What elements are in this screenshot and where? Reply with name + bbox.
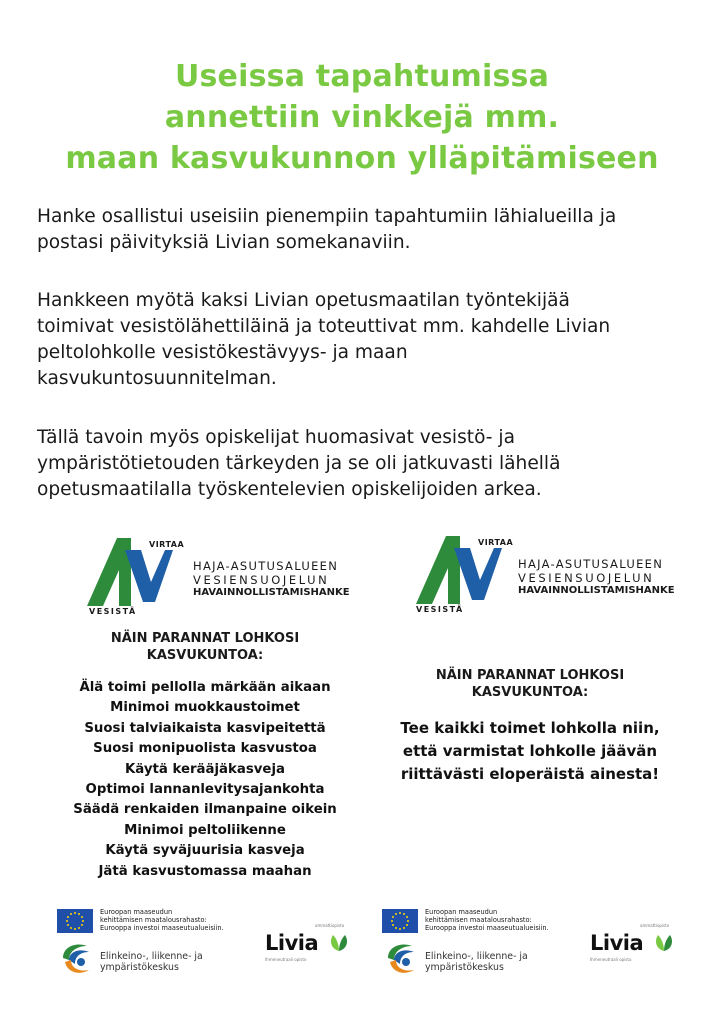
- livia-tagline: Ihmeneutraali opisto: [265, 957, 307, 962]
- list-item: Optimoi lannanlevitysajankohta: [85, 782, 325, 798]
- eu-fund-line: kehittämisen maatalousrahasto:: [100, 916, 207, 925]
- logo-vesista-label: VESISTÄ: [416, 605, 464, 614]
- logo-line-2: VESIENSUOJELUN: [193, 573, 330, 587]
- list-item: Jätä kasvustomassa maahan: [98, 863, 312, 879]
- howto-heading-line: NÄIN PARANNAT LOHKOSI: [110, 631, 300, 646]
- eu-fund-line: Eurooppa investoi maaseutualueisiin.: [100, 924, 224, 933]
- list-item: Käytä kerääjäkasveja: [125, 761, 285, 777]
- eu-fund-text: [100, 908, 224, 933]
- main-tip-line: että varmistat lohkolle jäävän: [402, 742, 658, 760]
- eu-fund-text: [425, 908, 549, 933]
- title-line: Useissa tapahtumissa: [174, 59, 550, 94]
- logo-line-3: HAVAINNOLLISTAMISHANKE: [518, 585, 675, 596]
- livia-wordmark: Livia: [590, 931, 644, 955]
- livia-logo: [590, 923, 680, 963]
- ely-line: ympäristökeskus: [100, 962, 179, 973]
- list-item: Älä toimi pellolla märkään aikaan: [79, 680, 331, 695]
- paragraph-line: Hanke osallistui useisiin pienempiin tapahtumiin lähialueilla ja: [37, 206, 617, 227]
- howto-heading-line: NÄIN PARANNAT LOHKOSI: [435, 668, 625, 683]
- ely-line: ympäristökeskus: [425, 962, 504, 973]
- paragraph-line: Hankkeen myötä kaksi Livian opetusmaatilan työntekijää: [37, 290, 570, 311]
- virtaa-vesista-logo: [45, 530, 365, 625]
- eu-fund-line: Euroopan maaseudun: [100, 908, 173, 916]
- list-item: Suosi talviaikaista kasvipeitettä: [84, 720, 326, 736]
- list-item: Minimoi peltoliikenne: [124, 822, 286, 838]
- livia-logo: [265, 923, 355, 963]
- ely-line: Elinkeino-, liikenne- ja: [425, 951, 528, 962]
- logo-line-3: HAVAINNOLLISTAMISHANKE: [193, 587, 350, 598]
- virtaa-vesista-logo: [370, 530, 690, 625]
- ely-text: [100, 951, 203, 973]
- eu-flag-icon: [57, 909, 93, 933]
- eu-fund-line: kehittämisen maatalousrahasto:: [425, 916, 532, 925]
- logo-line-1: HAJA-ASUTUSALUEEN: [193, 559, 339, 573]
- list-item: Säädä renkaiden ilmanpaine oikein: [73, 802, 337, 818]
- ely-line: Elinkeino-, liikenne- ja: [100, 951, 203, 962]
- ely-text: [425, 951, 528, 973]
- poster-left: [45, 530, 365, 1010]
- howto-heading: [45, 630, 365, 664]
- livia-leaf-icon: [327, 933, 351, 953]
- livia-small-label: ammattiopisto: [640, 923, 670, 928]
- livia-wordmark: Livia: [265, 931, 319, 955]
- page-title: [0, 56, 724, 179]
- main-tip: [370, 717, 690, 786]
- paragraph-line: peltolohkolle vesistökestävyys- ja maan: [37, 342, 408, 363]
- logo-vesista-label: VESISTÄ: [89, 607, 137, 616]
- paragraph-line: kasvukuntosuunnitelman.: [37, 368, 277, 389]
- title-line: maan kasvukunnon ylläpitämiseen: [65, 141, 659, 176]
- livia-tagline: Ihmeneutraali opisto: [590, 957, 632, 962]
- eu-fund-line: Eurooppa investoi maaseutualueisiin.: [425, 924, 549, 933]
- funding-footer: [370, 905, 690, 990]
- list-item: Käytä syväjuurisia kasveja: [105, 843, 305, 859]
- title-line: annettiin vinkkejä mm.: [164, 100, 560, 135]
- paragraph-line: postasi päivityksiä Livian somekanaviin.: [37, 232, 411, 253]
- livia-small-label: ammattiopisto: [315, 923, 345, 928]
- ely-logo-icon: [384, 940, 418, 976]
- howto-heading-line: KASVUKUNTOA:: [471, 685, 589, 700]
- logo-line-2: VESIENSUOJELUN: [518, 571, 655, 585]
- main-tip-line: Tee kaikki toimet lohkolla niin,: [400, 719, 660, 737]
- paragraph-line: Tällä tavoin myös opiskelijat huomasivat vesistö- ja: [37, 427, 515, 448]
- livia-leaf-icon: [652, 933, 676, 953]
- paragraph-line: opetusmaatilalla työskentelevien opiskelijoiden arkea.: [37, 479, 542, 500]
- paragraph-ambassadors: [37, 288, 697, 392]
- funding-footer: [45, 905, 365, 990]
- paragraph-students: [37, 425, 697, 503]
- tips-list: [45, 678, 365, 882]
- logo-virtaa-label: VIRTAA: [478, 538, 514, 547]
- logo-virtaa-label: VIRTAA: [149, 540, 185, 549]
- eu-flag-icon: [382, 909, 418, 933]
- eu-fund-line: Euroopan maaseudun: [425, 908, 498, 916]
- paragraph-line: ympäristötietouden tärkeyden ja se oli jatkuvasti lähellä: [37, 453, 561, 474]
- howto-heading-line: KASVUKUNTOA:: [146, 648, 264, 663]
- logo-line-1: HAJA-ASUTUSALUEEN: [518, 557, 664, 571]
- paragraph-events: [37, 204, 697, 256]
- howto-heading: [370, 667, 690, 701]
- main-tip-line: riittävästi eloperäistä ainesta!: [400, 765, 660, 783]
- list-item: Suosi monipuolista kasvustoa: [93, 741, 317, 757]
- list-item: Minimoi muokkaustoimet: [110, 700, 300, 716]
- paragraph-line: toimivat vesistölähettiläinä ja toteuttivat mm. kahdelle Livian: [37, 316, 611, 337]
- ely-logo-icon: [59, 940, 93, 976]
- poster-right: [370, 530, 690, 1010]
